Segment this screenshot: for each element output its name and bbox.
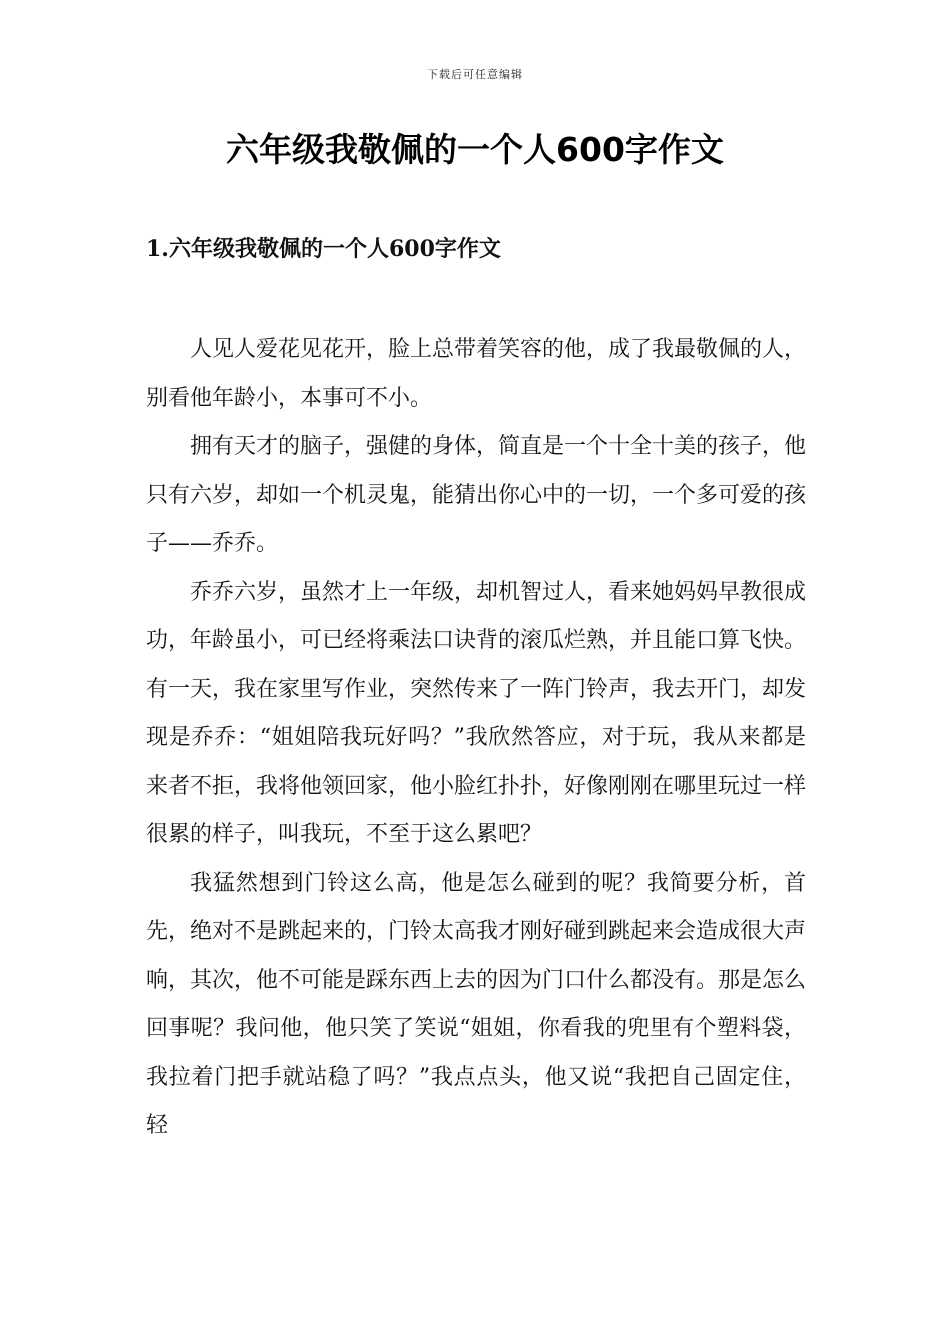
paragraph: 我猛然想到门铃这么高，他是怎么碰到的呢？我简要分析，首先，绝对不是跳起来的，门铃太高我才刚好碰到跳起来会造成很大声响，其次，他不可能是踩东西上去的因为门口什么都没有。那是怎么回事呢？我问他，他只笑了笑说“姐姐，你看我的兜里有个塑料袋，我拉着门把手就站稳了吗？”我点点头，他又说“我把自己固定住，轻 [146, 870, 807, 1138]
header-note: 下载后可任意编辑 [427, 68, 523, 81]
essay-body [146, 326, 806, 1151]
section-heading: 1.六年级我敬佩的一个人600字作文 [146, 236, 501, 262]
paragraph: 拥有天才的脑子，强健的身体，简直是一个十全十美的孩子，他只有六岁，却如一个机灵鬼，能猜出你心中的一切，一个多可爱的孩子——乔乔。 [146, 434, 807, 556]
document-title: 六年级我敬佩的一个人600字作文 [226, 130, 724, 169]
paragraph: 人见人爱花见花开，脸上总带着笑容的他，成了我最敬佩的人，别看他年龄小，本事可不小。 [146, 337, 807, 411]
paragraph: 乔乔六岁，虽然才上一年级，却机智过人，看来她妈妈早教很成功，年龄虽小，可已经将乘法口诀背的滚瓜烂熟，并且能口算飞快。有一天，我在家里写作业，突然传来了一阵门铃声，我去开门，却发现是乔乔：“姐姐陪我玩好吗？”我欣然答应，对于玩，我从来都是来者不拒，我将他领回家，他小脸红扑扑，好像刚刚在哪里玩过一样很累的样子，叫我玩，不至于这么累吧？ [146, 579, 807, 847]
